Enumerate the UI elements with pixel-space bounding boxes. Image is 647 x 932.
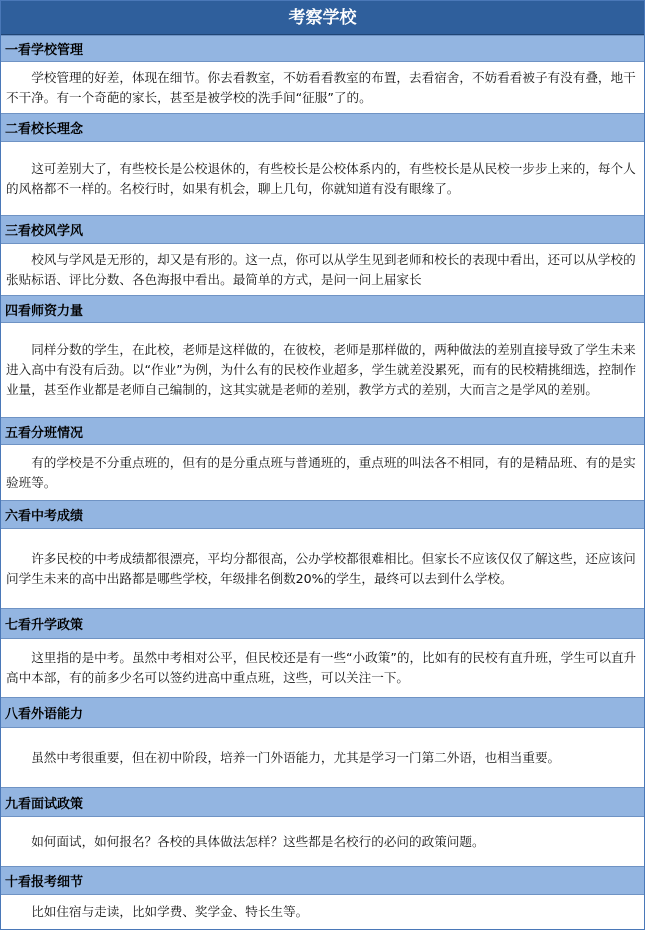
section-body-3 bbox=[1, 244, 644, 295]
section-text-8: 虽然中考很重要，但在初中阶段，培养一门外语能力，尤其是学习一门第二外语，也相当重要。 bbox=[31, 749, 561, 765]
section-body-2 bbox=[1, 142, 644, 215]
section-heading-9: 九看面试政策 bbox=[1, 787, 644, 817]
section-heading-3: 三看校风学风 bbox=[1, 215, 644, 244]
section-heading-2: 二看校长理念 bbox=[1, 113, 644, 142]
section-text-10: 比如住宿与走读，比如学费、奖学金、特长生等。 bbox=[31, 904, 309, 919]
section-heading-10: 十看报考细节 bbox=[1, 866, 644, 895]
section-body-4 bbox=[1, 323, 644, 417]
section-body-9 bbox=[1, 817, 644, 866]
section-heading-5: 五看分班情况 bbox=[1, 417, 644, 445]
section-body-8 bbox=[1, 728, 644, 787]
page-title: 考察学校 bbox=[1, 1, 644, 35]
section-text-9: 如何面试，如何报名？各校的具体做法怎样？这些都是名校行的必问的政策问题。 bbox=[31, 833, 485, 849]
section-text-5: 有的学校是不分重点班的，但有的是分重点班与普通班的，重点班的叫法各不相同，有的是精品班、有的是实验班等。 bbox=[6, 454, 636, 490]
section-body-1 bbox=[1, 62, 644, 113]
section-body-6 bbox=[1, 529, 644, 608]
section-text-6: 许多民校的中考成绩都很漂亮，平均分都很高，公办学校都很难相比。但家长不应该仅仅了解这些，还应该问问学生未来的高中出路都是哪些学校，年级排名倒数20%的学生，最终可以去到什么学校。 bbox=[6, 550, 636, 586]
section-heading-6: 六看中考成绩 bbox=[1, 500, 644, 529]
section-text-4: 同样分数的学生，在此校，老师是这样做的，在彼校，老师是那样做的，两种做法的差别直接导致了学生未来进入高中有没有后劲。以“作业”为例，为什么有的民校作业超多，学生就差没累死，而有的民校精挑细选，控制作业量，甚至作业都是老师自己编制的，这其实就是老师的差别，教学方式的差别，大而言之是学风的差别。 bbox=[6, 342, 637, 397]
section-text-2: 这可差别大了，有些校长是公校退休的，有些校长是公校体系内的，有些校长是从民校一步步上来的，每个人的风格都不一样的。名校行时，如果有机会，聊上几句，你就知道有没有眼缘了。 bbox=[6, 160, 636, 196]
section-heading-7: 七看升学政策 bbox=[1, 608, 644, 639]
section-text-1: 学校管理的好差，体现在细节。你去看教室，不妨看看教室的布置，去看宿舍，不妨看看被子有没有叠，地干不干净。有一个奇葩的家长，甚至是被学校的洗手间“征服”了的。 bbox=[6, 69, 636, 105]
section-body-5 bbox=[1, 445, 644, 500]
section-heading-4: 四看师资力量 bbox=[1, 295, 644, 323]
section-body-10 bbox=[1, 895, 644, 929]
section-heading-8: 八看外语能力 bbox=[1, 697, 644, 728]
section-text-7: 这里指的是中考。虽然中考相对公平，但民校还是有一些“小政策”的，比如有的民校有直升班，学生可以直升高中本部，有的前多少名可以签约进高中重点班，这些，可以关注一下。 bbox=[6, 650, 637, 685]
section-body-7 bbox=[1, 639, 644, 697]
section-text-3: 校风与学风是无形的，却又是有形的。这一点，你可以从学生见到老师和校长的表现中看出，还可以从学校的张贴标语、评比分数、各色海报中看出。最简单的方式，是问一问上届家长 bbox=[6, 251, 636, 287]
section-heading-1: 一看学校管理 bbox=[1, 35, 644, 62]
